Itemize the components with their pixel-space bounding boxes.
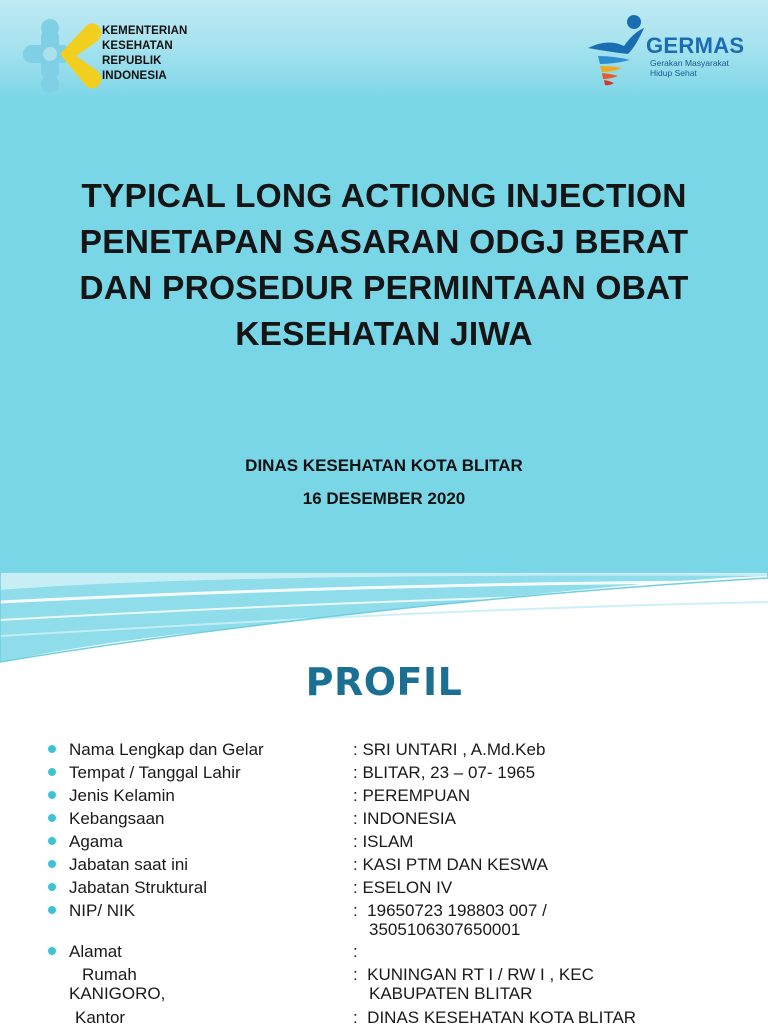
title-line: PENETAPAN SASARAN ODGJ BERAT xyxy=(79,224,689,261)
bullet-icon xyxy=(48,947,56,955)
slide-title xyxy=(20,174,748,358)
kemenkes-logo-text xyxy=(102,24,187,84)
kemenkes-line: REPUBLIK xyxy=(102,55,162,67)
bullet-icon xyxy=(48,791,56,799)
field-value: : xyxy=(353,942,358,961)
field-value: : PEREMPUAN xyxy=(353,786,471,805)
field-label: NIP/ NIK xyxy=(69,901,136,920)
title-line: KESEHATAN JIWA xyxy=(235,316,533,353)
bullet-icon xyxy=(48,906,56,914)
field-label: Tempat / Tanggal Lahir xyxy=(69,763,241,782)
bullet-icon xyxy=(48,768,56,776)
field-label: Jabatan saat ini xyxy=(69,855,189,874)
kemenkes-line: KESEHATAN xyxy=(102,40,173,52)
kemenkes-logo-icon xyxy=(20,14,106,96)
bullet-icon xyxy=(48,860,56,868)
address-home-label: Rumah xyxy=(82,965,137,984)
kemenkes-line: INDONESIA xyxy=(102,70,167,82)
field-label: Agama xyxy=(69,832,123,851)
field-label: Kebangsaan xyxy=(69,809,165,828)
germas-name: GERMAS xyxy=(646,33,745,58)
address-home-label-continued: KANIGORO, xyxy=(69,984,166,1003)
slide-subtitle xyxy=(0,449,768,515)
germas-tagline xyxy=(650,58,729,78)
profile-heading: PROFIL xyxy=(305,660,463,704)
field-value-continued: 3505106307650001 xyxy=(369,920,521,939)
bullet-icon xyxy=(48,837,56,845)
field-label: Jabatan Struktural xyxy=(69,878,207,897)
subtitle-line: 16 DESEMBER 2020 xyxy=(302,489,466,508)
address-home-value: : KUNINGAN RT I / RW I , KEC xyxy=(353,965,594,984)
address-home-value-continued: KABUPATEN BLITAR xyxy=(369,984,533,1003)
germas-logo-icon xyxy=(584,12,650,92)
wave-divider xyxy=(0,572,768,672)
field-value: : BLITAR, 23 – 07- 1965 xyxy=(353,763,536,782)
field-value: : ESELON IV xyxy=(353,878,453,897)
subtitle-line: DINAS KESEHATAN KOTA BLITAR xyxy=(245,456,523,475)
field-label: Jenis Kelamin xyxy=(69,786,175,805)
germas-tagline-line: Hidup Sehat xyxy=(650,68,697,78)
address-office-label: Kantor xyxy=(75,1008,126,1024)
bullet-icon xyxy=(48,814,56,822)
field-value: : ISLAM xyxy=(353,832,414,851)
kemenkes-line: KEMENTERIAN xyxy=(102,25,188,37)
field-value: : INDONESIA xyxy=(353,809,456,828)
bullet-icon xyxy=(48,745,56,753)
bullet-icon xyxy=(48,883,56,891)
field-value: : SRI UNTARI , A.Md.Keb xyxy=(353,740,546,759)
field-value: : KASI PTM DAN KESWA xyxy=(353,855,548,874)
field-label: Nama Lengkap dan Gelar xyxy=(69,740,264,759)
field-value: : 19650723 198803 007 / xyxy=(353,901,547,920)
field-label: Alamat xyxy=(69,942,122,961)
title-line: DAN PROSEDUR PERMINTAAN OBAT xyxy=(79,270,689,307)
germas-tagline-line: Gerakan Masyarakat xyxy=(650,58,729,68)
title-line: TYPICAL LONG ACTIONG INJECTION xyxy=(81,178,687,215)
address-office-value: : DINAS KESEHATAN KOTA BLITAR xyxy=(353,1008,637,1024)
